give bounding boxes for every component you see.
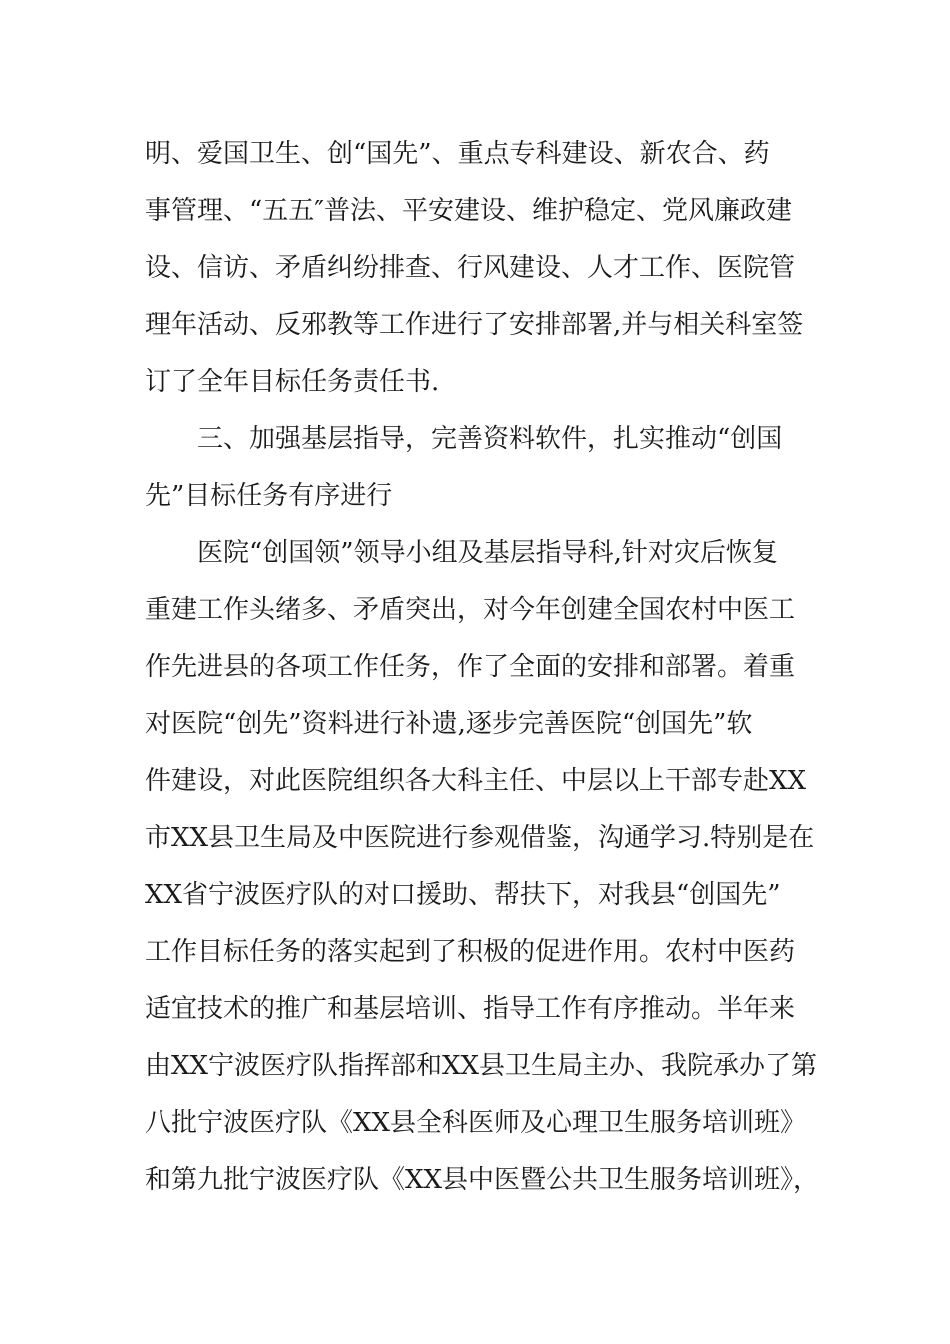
paragraph-line: 工作目标任务的落实起到了积极的促进作用。农村中医药 <box>145 937 796 967</box>
body-text <box>145 126 825 1209</box>
paragraph-line: XX省宁波医疗队的对口援助、帮扶下，对我县“创国先” <box>145 880 781 910</box>
paragraph-line: 对医院“创先”资料进行补遗,逐步完善医院“创国先”软 <box>145 709 753 739</box>
paragraph-line: 和第九批宁波医疗队《XX县中医暨公共卫生服务培训班》， <box>145 1165 820 1195</box>
paragraph-line: 八批宁波医疗队《XX县全科医师及心理卫生服务培训班》 <box>145 1108 807 1138</box>
paragraph-line: 重建工作头绪多、矛盾突出，对今年创建全国农村中医工 <box>145 595 796 625</box>
paragraph-line: 设、信访、矛盾纠纷排查、行风建设、人才工作、医院管 <box>145 253 796 283</box>
paragraph-line: 作先进县的各项工作任务，作了全面的安排和部署。着重 <box>145 652 796 682</box>
paragraph-line: 理年活动、反邪教等工作进行了安排部署,并与相关科室签 <box>145 310 804 340</box>
paragraph-line: 订了全年目标任务责任书. <box>145 367 440 397</box>
section-heading-line: 先”目标任务有序进行 <box>145 481 393 511</box>
paragraph-line: 市XX县卫生局及中医院进行参观借鉴，沟通学习.特别是在 <box>145 823 815 853</box>
paragraph-line: 适宜技术的推广和基层培训、指导工作有序推动。半年来 <box>145 994 796 1024</box>
paragraph-line: 由XX宁波医疗队指挥部和XX县卫生局主办、我院承办了第 <box>145 1051 818 1081</box>
section-heading-line: 三、加强基层指导，完善资料软件，扎实推动“创国 <box>197 424 783 454</box>
paragraph-line: 事管理、“五五″普法、平安建设、维护稳定、党风廉政建 <box>145 196 793 226</box>
paragraph-line: 医院“创国领”领导小组及基层指导科,针对灾后恢复 <box>197 538 778 568</box>
paragraph-line: 件建设，对此医院组织各大科主任、中层以上干部专赴XX <box>145 766 807 796</box>
paragraph-line: 明、爱国卫生、创“国先”、重点专科建设、新农合、药 <box>145 139 770 169</box>
